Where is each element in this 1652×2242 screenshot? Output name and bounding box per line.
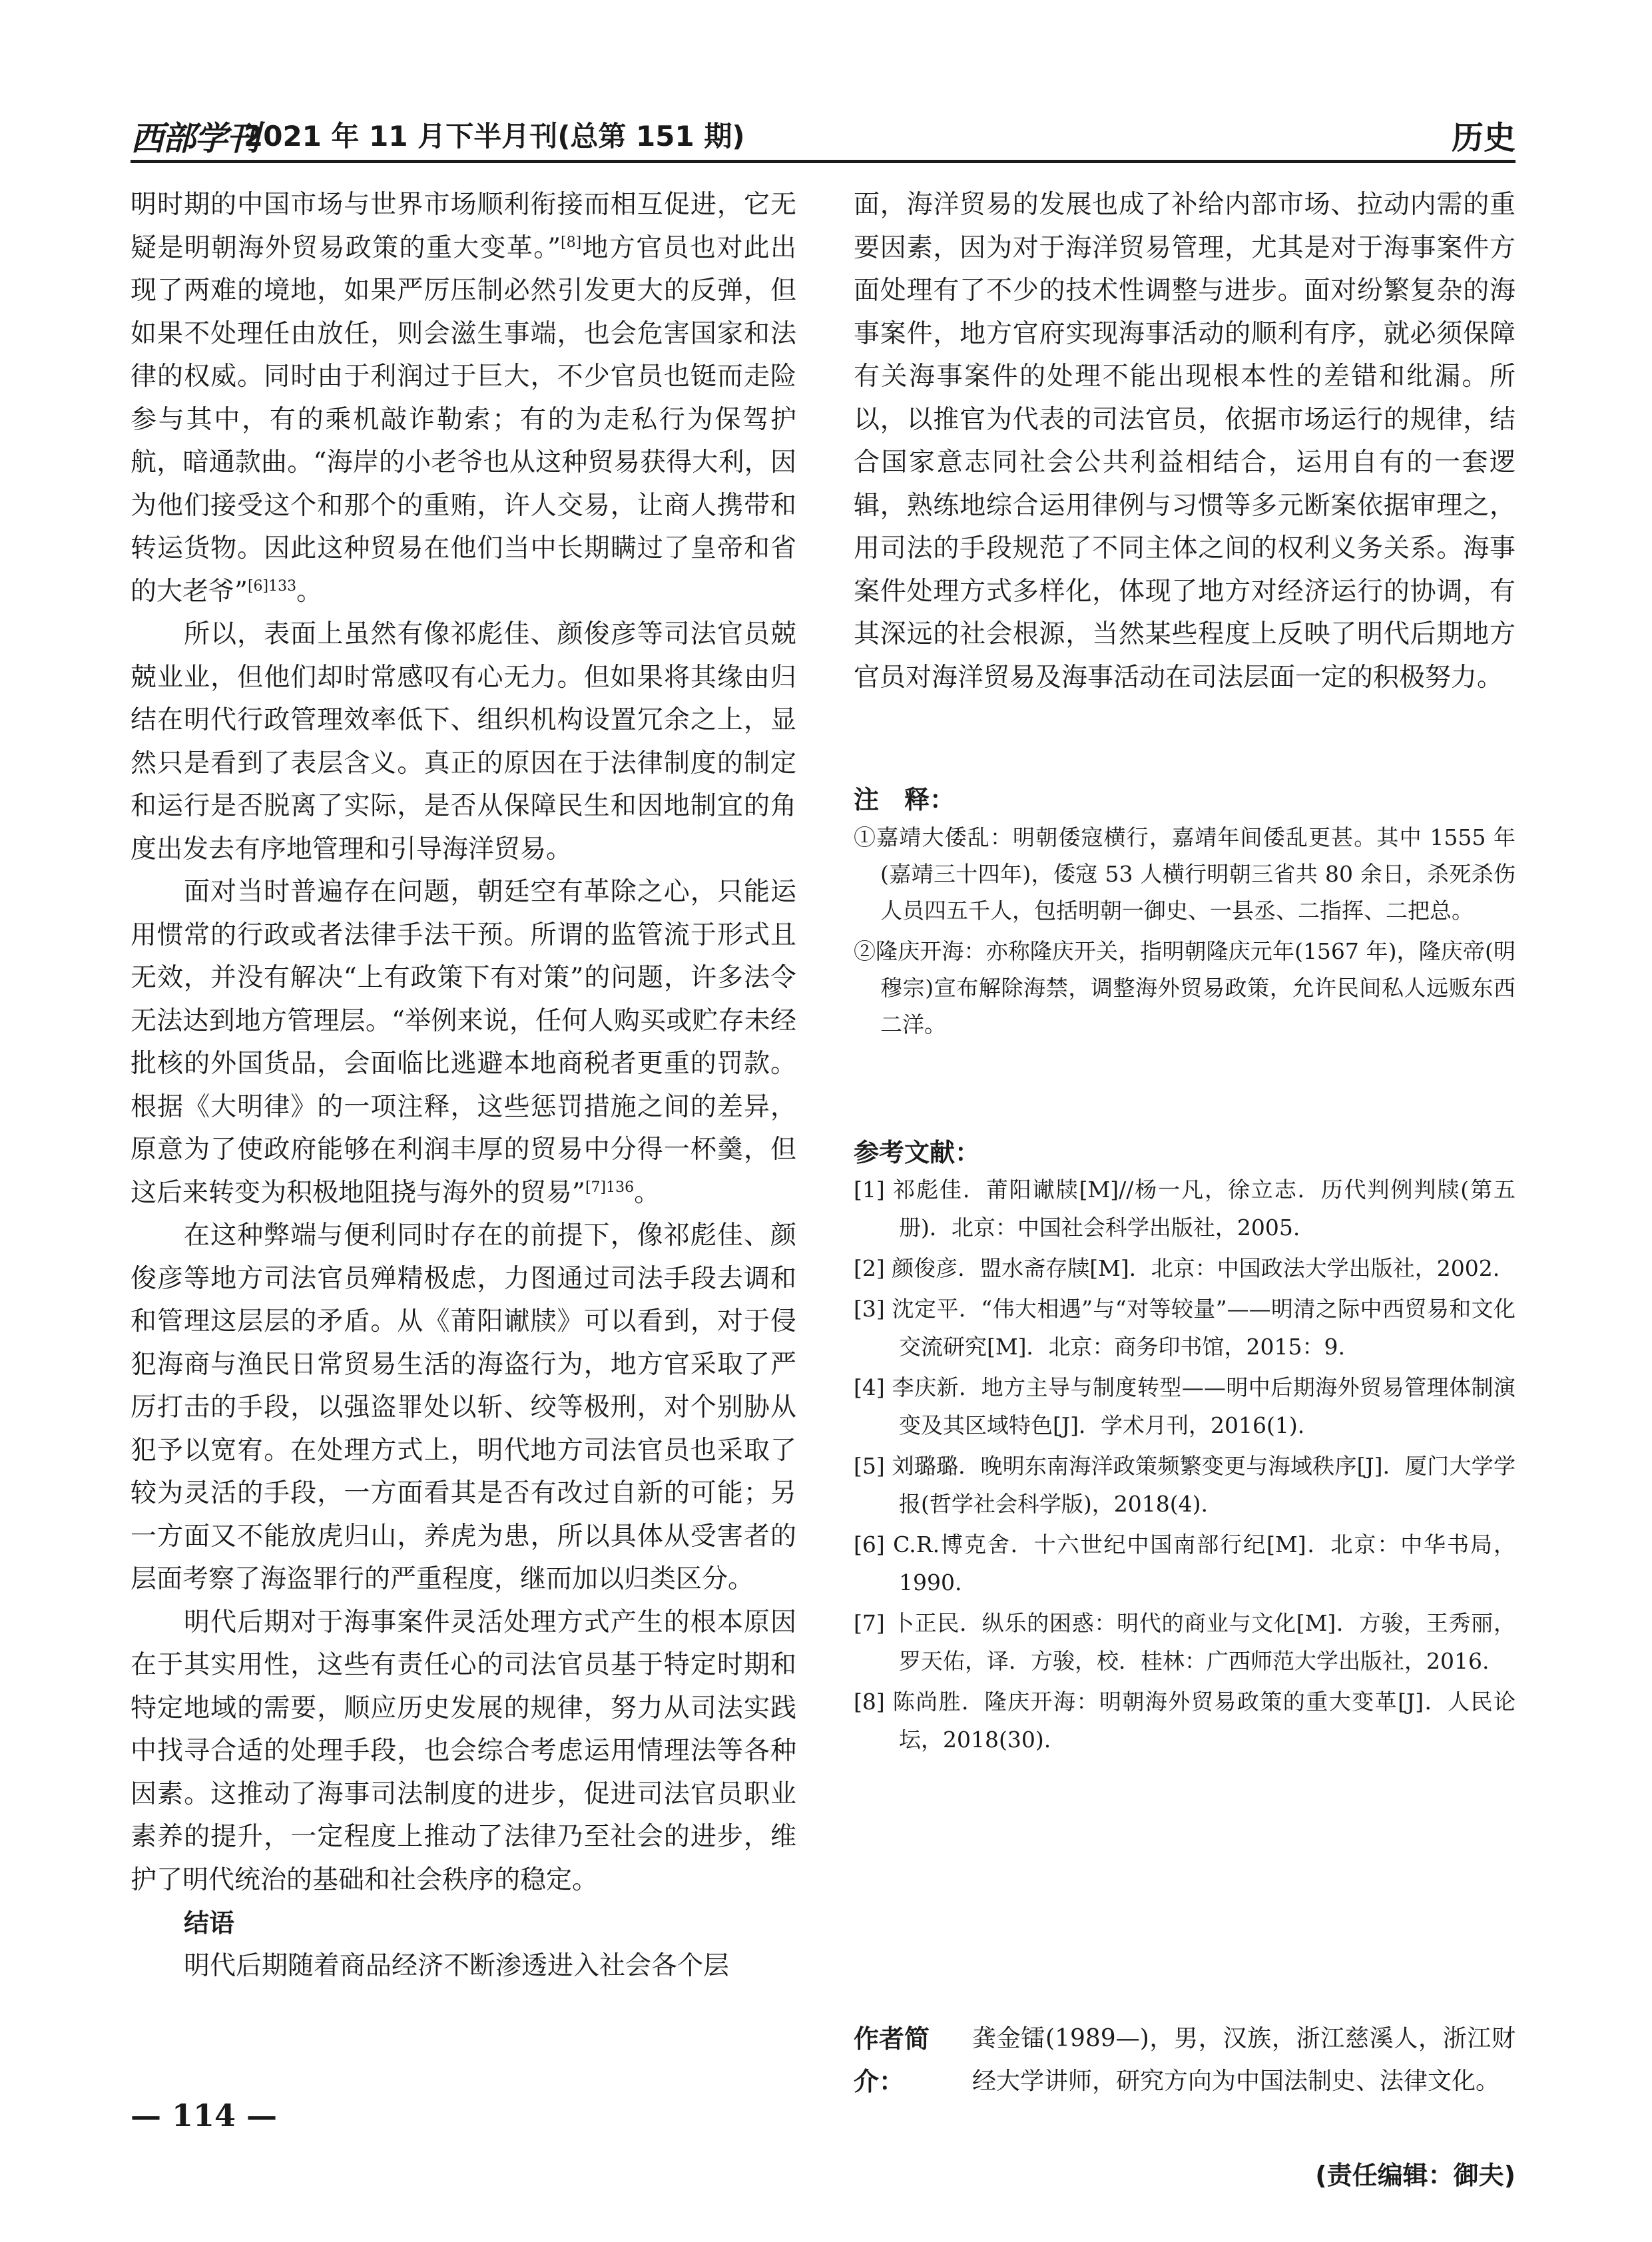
citation: [7]136 <box>585 1179 635 1196</box>
page-number: — 114 — <box>131 2098 278 2133</box>
paragraph: 面对当时普遍存在问题，朝廷空有革除之心，只能运用惯常的行政或者法律手法干预。所谓的监管流于形式且无效，并没有解决“上有政策下有对策”的问题，许多法令无法达到地方管理层。“举例来说，任何人购买或贮存未经批核的外国货品，会面临比逃避本地商税者更重的罚款。根据《大明律》的一项注释，这些惩罚措施之间的差异，原意为了使政府能够在利润丰厚的贸易中分得一杯羹，但这后来转变为积极地阻挠与海外的贸易”$^{[7]136}$。 <box>131 877 796 1208</box>
reference-item: [3] 沈定平．“伟大相遇”与“对等较量”——明清之际中西贸易和文化交流研究[M]．北京：商务印书馆，2015：9. <box>854 1296 1515 1360</box>
page-header <box>131 107 1515 160</box>
paragraph: 明代后期对于海事案件灵活处理方式产生的根本原因在于其实用性，这些有责任心的司法官员基于特定时期和特定地域的需要，顺应历史发展的规律，努力从司法实践中找寻合适的处理手段，也会综合考虑运用情理法等各种因素。这推动了海事司法制度的进步，促进司法官员职业素养的提升，一定程度上推动了法律乃至社会的进步，维护了明代统治的基础和社会秩序的稳定。 <box>131 1607 796 1895</box>
paragraph: 明代后期随着商品经济不断渗透进入社会各个层 <box>184 1950 730 1981</box>
right-column <box>854 184 1515 699</box>
author-label: 作者简介： <box>854 2024 930 2096</box>
issue-info: 2021 年 11 月下半月刊(总第 151 期) <box>244 120 745 152</box>
section-label: 历史 <box>1451 119 1515 156</box>
reference-item: [5] 刘璐璐．晚明东南海洋政策频繁变更与海域秩序[J]．厦门大学学报(哲学社会科学版)，2018(4). <box>854 1453 1515 1517</box>
reference-item: [1] 祁彪佳．莆阳谳牍[M]//杨一凡，徐立志．历代判例判牍(第五册)．北京：中国社会科学出版社，2005. <box>854 1177 1515 1241</box>
notes-heading: 注 释： <box>854 785 956 814</box>
note-item: ②隆庆开海：亦称隆庆开关，指明朝隆庆元年(1567 年)，隆庆帝(明穆宗)宣布解除海禁，调整海外贸易政策，允许民间私人远贩东西二洋。 <box>854 938 1515 1037</box>
paragraph: 在这种弊端与便利同时存在的前提下，像祁彪佳、颜俊彦等地方司法官员殚精极虑，力图通过司法手段去调和和管理这层层的矛盾。从《莆阳谳牍》可以看到，对于侵犯海商与渔民日常贸易生活的海盗行为，地方官采取了严厉打击的手段，以强盗罪处以斩、绞等极刑，对个别胁从犯予以宽宥。在处理方式上，明代地方司法官员也采取了较为灵活的手段，一方面看其是否有改过自新的可能；另一方面又不能放虎归山，养虎为患，所以具体从受害者的层面考察了海盗罪行的严重程度，继而加以归类区分。 <box>131 1221 796 1594</box>
header-rule <box>131 160 1515 163</box>
references-list <box>854 1171 1515 1761</box>
editor-credit: (责任编辑：御夫) <box>1315 2161 1515 2190</box>
paragraph: 面，海洋贸易的发展也成了补给内部市场、拉动内需的重要因素，因为对于海洋贸易管理，尤其是对于海事案件方面处理有了不少的技术性调整与进步。面对纷繁复杂的海事案件，地方官府实现海事活动的顺利有序，就必须保障有关海事案件的处理不能出现根本性的差错和纰漏。所以，以推官为代表的司法官员，依据市场运行的规律，结合国家意志同社会公共利益相结合，运用自有的一套逻辑，熟练地综合运用律例与习惯等多元断案依据审理之，用司法的手段规范了不同主体之间的权利义务关系。海事案件处理方式多样化，体现了地方对经济运行的协调，有其深远的社会根源，当然某些程度上反映了明代后期地方官员对海洋贸易及海事活动在司法层面一定的积极努力。 <box>854 190 1515 693</box>
reference-item: [2] 颜俊彦．盟水斋存牍[M]．北京：中国政法大学出版社，2002. <box>854 1255 1500 1281</box>
paragraph: 所以，表面上虽然有像祁彪佳、颜俊彦等司法官员兢兢业业，但他们却时常感叹有心无力。但如果将其缘由归结在明代行政管理效率低下、组织机构设置冗余之上，显然只是看到了表层含义。真正的原因在于法律制度的制定和运行是否脱离了实际，是否从保障民生和因地制宜的角度出发去有序地管理和引导海洋贸易。 <box>131 619 796 864</box>
conclusion-heading: 结语 <box>184 1908 235 1938</box>
journal-logo: 西部学刊 <box>131 119 258 158</box>
author-bio <box>854 2018 1515 2103</box>
citation: [6]133 <box>247 577 297 595</box>
reference-item: [4] 李庆新．地方主导与制度转型——明中后期海外贸易管理体制演变及其区域特色[J]．学术月刊，2016(1). <box>854 1374 1515 1438</box>
author-text: 龚金镭(1989—)，男，汉族，浙江慈溪人，浙江财经大学讲师，研究方向为中国法制史、法律文化。 <box>972 2025 1515 2095</box>
citation: [8] <box>561 234 582 251</box>
paragraph: 明时期的中国市场与世界市场顺利衔接而相互促进，它无疑是明朝海外贸易政策的重大变革。”[8]地方官员也对此出现了两难的境地，如果严厉压制必然引发更大的反弹，但如果不处理任由放任，则会滋生事端，也会危害国家和法律的权威。同时由于利润过于巨大，不少官员也铤而走险参与其中，有的乘机敲诈勒索；有的为走私行为保驾护航，暗通款曲。“海岸的小老爷也从这种贸易获得大利，因为他们接受这个和那个的重贿，许人交易，让商人携带和转运货物。因此这种贸易在他们当中长期瞒过了皇帝和省的大老爷”$^{[6]133}$。 <box>131 190 796 607</box>
references-heading: 参考文献： <box>854 1138 981 1167</box>
note-item: ①嘉靖大倭乱：明朝倭寇横行，嘉靖年间倭乱更甚。其中 1555 年(嘉靖三十四年)，倭寇 53 人横行明朝三省共 80 余日，杀死杀伤人员四五千人，包括明朝一御史、一县丞、二指挥、二把总。 <box>854 824 1515 924</box>
left-column <box>131 184 796 1988</box>
reference-item: [7] 卜正民．纵乐的困惑：明代的商业与文化[M]．方骏，王秀丽，罗天佑，译．方骏，校．桂林：广西师范大学出版社，2016. <box>854 1610 1515 1674</box>
notes-list <box>854 819 1515 1047</box>
reference-item: [6] C.R.博克舍．十六世纪中国南部行纪[M]．北京：中华书局，1990. <box>854 1532 1515 1595</box>
reference-item: [8] 陈尚胜．隆庆开海：明朝海外贸易政策的重大变革[J]．人民论坛，2018(30). <box>854 1689 1515 1753</box>
